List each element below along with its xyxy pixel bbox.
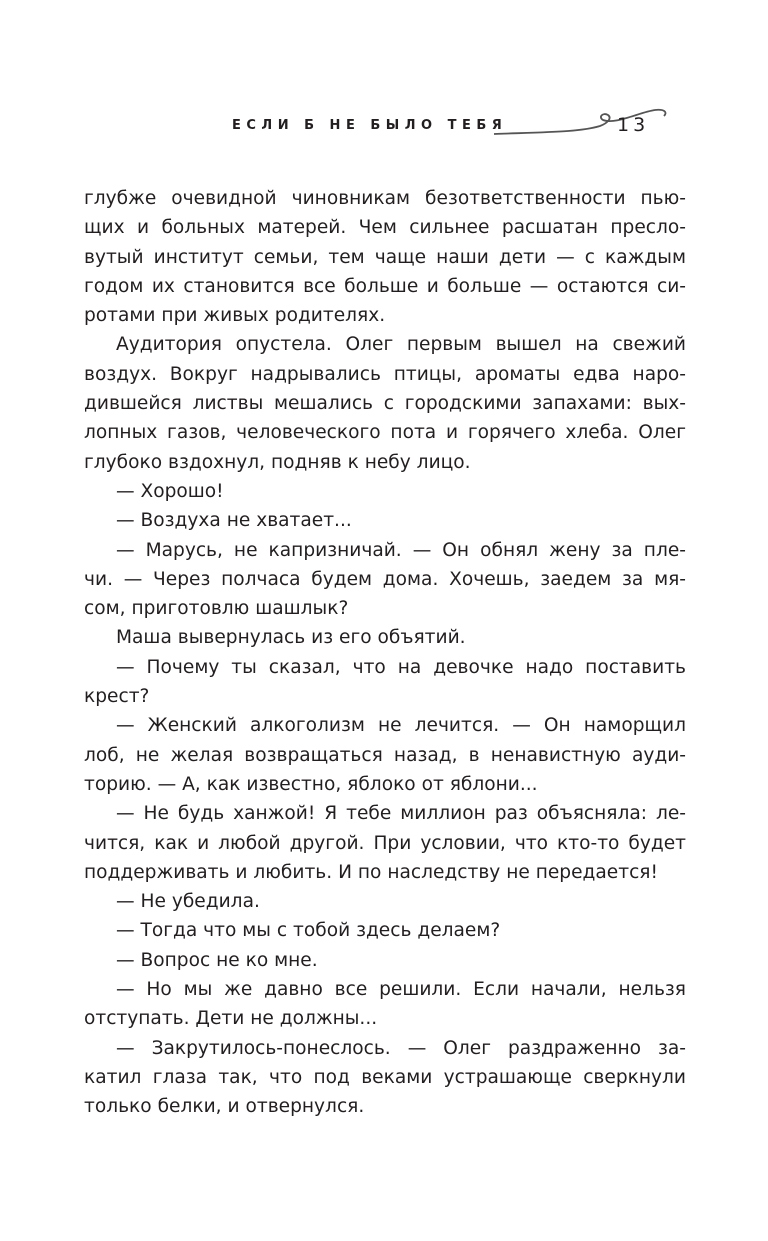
paragraph xyxy=(84,330,686,476)
paragraph xyxy=(84,506,686,535)
text-line: чится, как и любой другой. При условии, что кто-то будет xyxy=(84,832,686,854)
text-line: — Воздуха не хватает... xyxy=(116,510,352,532)
text-line: торию. — А, как известно, яблоко от яблони... xyxy=(84,773,538,795)
paragraph xyxy=(84,653,686,712)
text-line: глубже очевидной чиновникам безответственности пью- xyxy=(84,188,686,209)
paragraph xyxy=(84,184,686,330)
text-line: только белки, и отвернулся. xyxy=(84,1096,365,1118)
text-line: — Хорошо! xyxy=(116,480,224,502)
text-line: поддерживать и любить. И по наследству не передается! xyxy=(84,861,658,883)
text-line: — Почему ты сказал, что на девочке надо поставить xyxy=(116,656,686,678)
text-line: — Тогда что мы с тобой здесь делаем? xyxy=(116,920,501,942)
text-line: — Женский алкоголизм не лечится. — Он наморщил xyxy=(116,715,686,737)
paragraph xyxy=(84,887,686,916)
text-line: дившейся листвы мешались с городскими запахами: вых- xyxy=(84,393,686,415)
text-line: крест? xyxy=(84,686,150,708)
paragraph xyxy=(84,536,686,624)
paragraph xyxy=(84,711,686,799)
text-line: воздух. Вокруг надрывались птицы, ароматы едва наро- xyxy=(84,363,686,385)
text-line: сом, приготовлю шашлык? xyxy=(84,598,349,620)
text-line: катил глаза так, что под веками устрашающе сверкнули xyxy=(84,1066,686,1088)
text-line: годом их становится все больше и больше — остаются си- xyxy=(84,275,686,297)
body-text xyxy=(84,184,686,1122)
text-line: — Марусь, не капризничай. — Он обнял жену за пле- xyxy=(116,539,686,561)
paragraph xyxy=(84,975,686,1034)
text-line: Аудитория опустела. Олег первым вышел на свежий xyxy=(116,334,686,356)
text-line: лоб, не желая возвращаться назад, в ненавистную ауди- xyxy=(84,744,686,766)
page-number: 13 xyxy=(617,114,650,136)
text-line: Маша вывернулась из его объятий. xyxy=(116,627,466,649)
text-line: отступать. Дети не должны... xyxy=(84,1008,378,1030)
text-line: — Но мы же давно все решили. Если начали, нельзя xyxy=(116,979,686,1001)
text-line: — Закрутилось-понеслось. — Олег раздраженно за- xyxy=(116,1037,686,1059)
running-title: ЕСЛИ Б НЕ БЫЛО ТЕБЯ xyxy=(232,118,508,133)
text-line: чи. — Через полчаса будем дома. Хочешь, заедем за мя- xyxy=(84,568,686,590)
paragraph xyxy=(84,916,686,945)
text-line: — Вопрос не ко мне. xyxy=(116,949,318,971)
text-line: — Не будь ханжой! Я тебе миллион раз объясняла: ле- xyxy=(116,803,686,825)
paragraph xyxy=(84,799,686,887)
running-header xyxy=(0,112,768,152)
text-line: щих и больных матерей. Чем сильнее расшатан пресло- xyxy=(84,217,686,239)
text-line: — Не убедила. xyxy=(116,891,260,913)
paragraph xyxy=(84,1034,686,1122)
text-line: лопных газов, человеческого пота и горячего хлеба. Олег xyxy=(84,422,686,444)
text-line: глубоко вздохнул, подняв к небу лицо. xyxy=(84,451,471,473)
paragraph xyxy=(84,623,686,652)
text-line: ротами при живых родителях. xyxy=(84,305,386,327)
paragraph xyxy=(84,477,686,506)
text-line: вутый институт семьи, тем чаще наши дети — с каждым xyxy=(84,246,686,268)
paragraph xyxy=(84,946,686,975)
